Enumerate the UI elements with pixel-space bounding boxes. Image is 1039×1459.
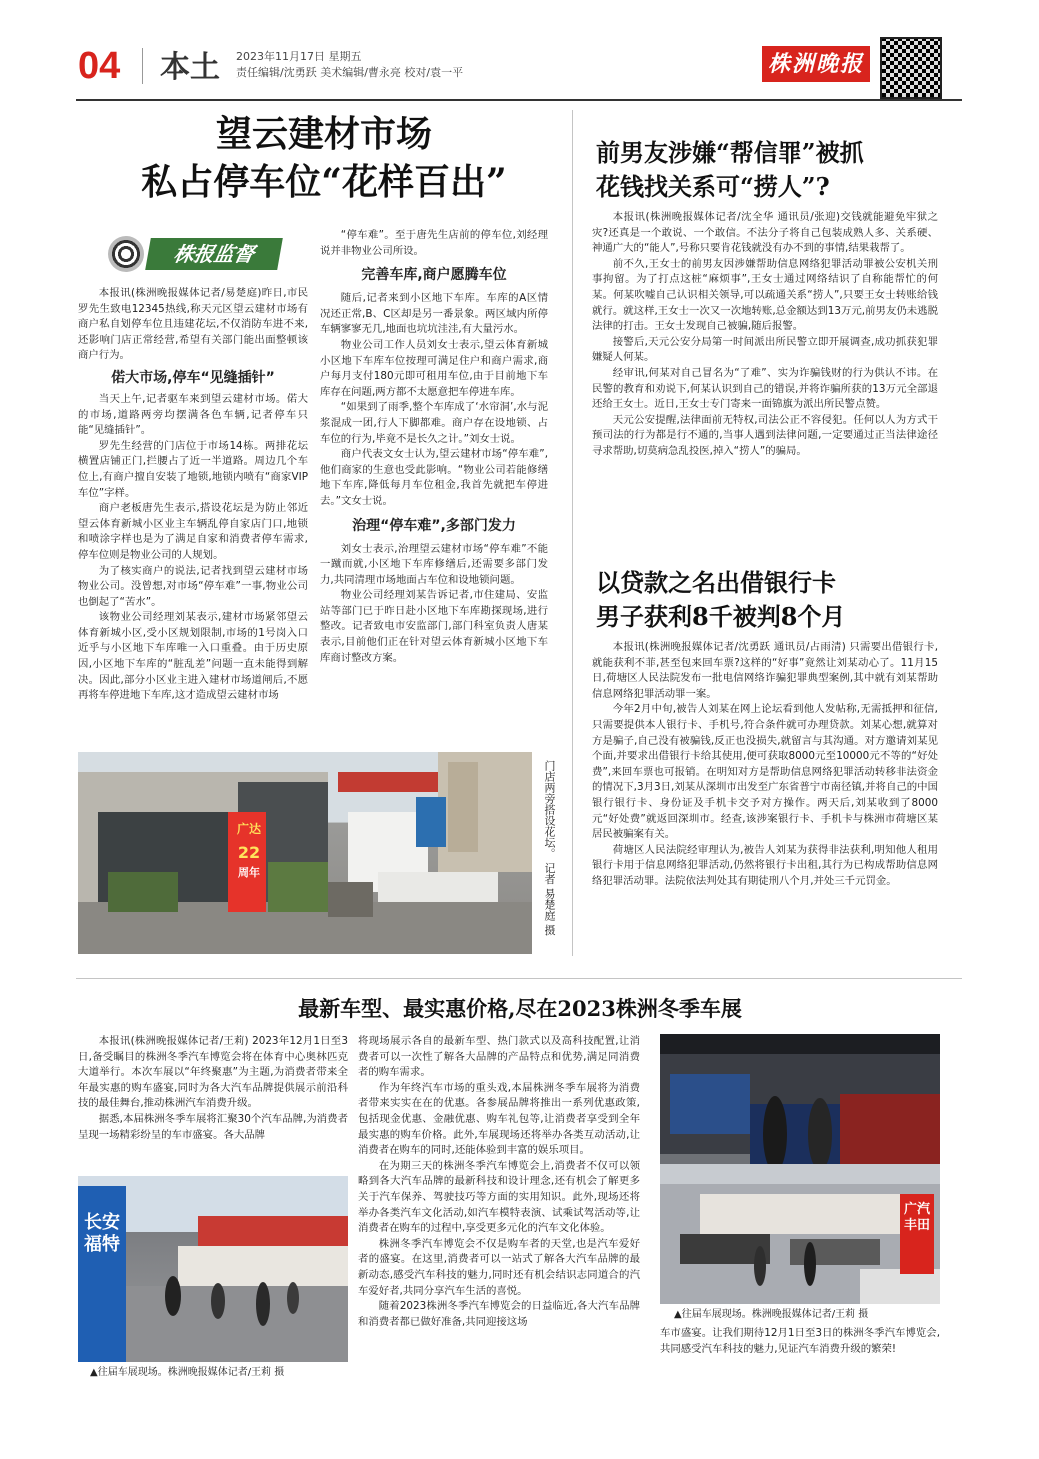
header-date: 2023年11月17日 星期五 (236, 50, 362, 63)
article1-paragraph: 为了核实商户的说法,记者找到望云建材市场物业公司。没曾想,对市场“停车难”一事,物业公司也倒起了“苦水”。 (78, 564, 308, 608)
storefront-sign-number: 22 (237, 843, 261, 862)
header-rule (76, 99, 962, 101)
article1-paragraph: 当天上午,记者驱车来到望云建材市场。偌大的市场,道路两旁均摆满各色车辆,记者停车只能“见缝插针”。 (78, 392, 308, 437)
qr-code-icon[interactable] (880, 37, 942, 99)
article2-paragraph: 天元公安提醒,法律面前无特权,司法公正不容侵犯。任何以人为方式干预司法的行为都是行不通的,当事人遇到法律问题,一定要通过正当法律途径寻求帮助,切莫病急乱投医,掉入“捞人”的骗局。 (592, 413, 938, 457)
article3-paragraph: 荷塘区人民法院经审理认为,被告人刘某为获得非法获利,明知他人租用银行卡用于信息网络犯罪活动,仍然将银行卡出租,其行为已构成帮助信息网络犯罪活动罪。法院依法判处其有期徒刑八个月,并处三千元罚金。 (592, 843, 938, 887)
badge-label: 株报监督 (145, 238, 283, 270)
car-show-caption-right: ▲往届车展现场。株洲晚报媒体记者/王莉 摄 (674, 1309, 869, 1320)
article4-paragraph: 车市盛宴。让我们期待12月1日至3日的株洲冬季汽车博览会,共同感受汽车科技的魅力,见证汽车消费升级的繁荣! (660, 1327, 940, 1355)
camera-lens-icon (108, 236, 144, 272)
storefront-sign-text: 周年 (238, 866, 260, 879)
article3-paragraph: 今年2月中旬,被告人刘某在网上论坛看到他人发帖称,无需抵押和征信,只需要提供本人银行卡、手机号,符合条件就可办理贷款。刘某心想,就算对方是骗子,自己没有被骗钱,反正也没损失,就留言与其沟通。对方邀请刘某见个面,并要求出借银行卡给其使用,便可获取8000元至10000元不等的“好处费”,来回车票也可报销。在明知对方是帮助信息网络犯罪活动转移非法资金的情况下,3月3日,刘某从深圳市出发至广东省普宁市南径镇,并将自己的中国银行银行卡、身份证及手机卡交予对方操作。两天后,刘某收到了8000元“好处费”就返回深圳市。经查,该涉案银行卡、手机卡与株洲市荷塘区某居民被骗案有关。 (592, 703, 938, 841)
supervision-badge (108, 236, 280, 272)
car-show-photo-left-drawing (78, 1176, 348, 1362)
car-show-photo-left (78, 1176, 348, 1362)
article4-paragraph: 本报讯(株洲晚报媒体记者/王莉) 2023年12月1日至3日,备受瞩目的株洲冬季汽车博览会将在体育中心奥林匹克大道举行。本次车展以“年终聚惠”为主题,为消费者带来全年最实惠的购车盛宴,同时为各大汽车品牌提供展示前沿科技的最佳舞台,推动株洲汽车消费升级。 (78, 1035, 348, 1110)
car-show-photo-right (660, 1034, 940, 1304)
article4-column-3 (660, 1326, 940, 1406)
storefront-photo-drawing (78, 752, 532, 954)
article4-paragraph: 将现场展示各自的最新车型、热门款式以及高科技配置,让消费者可以一次性了解各大品牌的产品特点和优势,满足同消费者的购车需求。 (358, 1035, 640, 1079)
storefront-sign: 广达 (236, 822, 261, 836)
newspaper-logo: 株洲晚报 (762, 46, 870, 82)
article1-paragraph: 罗先生经营的门店位于市场14栋。两排花坛横置店铺正门,拦腰占了近一半道路。周边几个车位上,有商户擅自安装了地锁,地锁内喷有“商家VIP车位”字样。 (78, 439, 308, 499)
article1-column-1 (78, 286, 308, 748)
article3-body (592, 640, 938, 958)
article1-paragraph: 刘女士表示,治理望云建材市场“停车难”不能一蹴而就,小区地下车库修缮后,还需要多部门发力,共同清理市场地面占车位和设地锁问题。 (320, 542, 548, 586)
section-title: 本土 (160, 50, 220, 85)
article1-paragraph: 商户老板唐先生表示,搭设花坛是为防止邻近望云体育新城小区业主车辆乱停自家店门口,地锁和喷涂字样也是为了满足自家和消费者停车需求,停车位则是物业公司的人规划。 (78, 502, 308, 561)
article1-title-line1: 望云建材市场 (215, 113, 432, 155)
article2-title-line1: 前男友涉嫌“帮信罪”被抓 (596, 138, 864, 167)
car-show-photo-right-drawing (660, 1034, 940, 1304)
article1-paragraph: 商户代表文女士认为,望云建材市场“停车难”,他们商家的生意也受此影响。“物业公司若能修缮地下车库,降低每月车位租金,我首先就把车停进去。”文女士说。 (320, 448, 548, 507)
article2-paragraph: 前不久,王女士的前男友因涉嫌帮助信息网络犯罪活动罪被公安机关刑事拘留。为了打点这桩“麻烦事”,王女士通过网络结识了自称能帮忙的何某。何某吹嘘自己认识相关领导,可以疏通关系“捞人”,只要王女士转账给钱就行。就这样,王女士一次又一次地转账,总金额达到13万元,前男友仍未逃脱法律的打击。王女士发现自己被骗,随后报警。 (592, 257, 938, 333)
header-editors: 责任编辑/沈勇跃 美术编辑/曹永亮 校对/袁一平 (236, 66, 464, 79)
article2-paragraph: 本报讯(株洲晚报媒体记者/沈全华 通讯员/张迎)交钱就能避免牢狱之灾?还真是一个敢说、一个敢信。不法分子将自己包装成熟人多、关系硬、神通广大的“能人”,号称只要肯花钱就没有办不到的事情,结果栽帮了。 (592, 211, 938, 255)
article1-paragraph: “如果到了雨季,整个车库成了‘水帘洞’,水与泥浆混成一团,行人下脚都难。商户存在设地锁、占车位的行为,毕竟不是长久之计。”刘女士说。 (320, 401, 548, 445)
article1-intro: 本报讯(株洲晚报媒体记者/易楚庭)昨日,市民罗先生致电12345热线,称天元区望云建材市场有商户私自划停车位且违建花坛,不仅消防车进不来,还影响门店正常经营,希望有关部门能出面整顿该商户行为。 (78, 287, 308, 362)
header-divider (142, 48, 143, 84)
article4-title: 最新车型、最实惠价格,尽在2023株洲冬季车展 (298, 996, 742, 1021)
storefront-photo-caption: 门店两旁搭设花坛。 记者 易楚庭 摄 (543, 760, 556, 936)
article4-paragraph: 作为年终汽车市场的重头戏,本届株洲冬季车展将为消费者带来实实在在的优惠。各参展品牌将推出一系列优惠政策,包括现金优惠、金融优惠、购车礼包等,让消费者享受到全年最实惠的购车价格。此外,车展现场还将举办各类互动活动,让消费者在购车的同时,还能体验到丰富的娱乐项目。 (358, 1081, 640, 1157)
article1-paragraph: 该物业公司经理刘某表示,建材市场紧邻望云体育新城小区,受小区规划限制,市场的1号岗入口近乎与小区地下车库唯一入口重叠。由于历史原因,小区地下车库的“脏乱差”问题一直未能得到解决。因此,部分小区业主进入建材市场道闸后,不愿再将车停进地下车库,这才造成望云建材市场 (78, 611, 308, 702)
article1-paragraph: 物业公司经理刘某告诉记者,市住建局、安监站等部门已于昨日赴小区地下车库勘探现场,进行整改。记者致电市安监部门,部门科室负责人唐某表示,目前他们正在针对望云体育新城小区地下车库商讨整改方案。 (320, 589, 548, 664)
article4-paragraph: 据悉,本届株洲冬季车展将汇聚30个汽车品牌,为消费者呈现一场精彩纷呈的车市盛宴。各大品牌 (78, 1112, 348, 1141)
article4-column-1 (78, 1034, 348, 1168)
article3-title-line1: 以贷款之名出借银行卡 (596, 568, 836, 597)
page-number: 04 (78, 45, 121, 87)
storefront-photo (78, 752, 532, 954)
article1-subhead-3: 治理“停车难”,多部门发力 (352, 517, 516, 534)
article4-paragraph: 在为期三天的株洲冬季汽车博览会上,消费者不仅可以领略到各大汽车品牌的最新科技和设计理念,还有机会了解更多关于汽车保养、驾驶技巧等方面的实用知识。此外,现场还将举办各类汽车文化活动,如汽车模特表演、试乘试驾活动等,让消费者在购车的过程中,享受更多元化的汽车文化体验。 (358, 1159, 640, 1235)
article1-title-line2: 私占停车位“花样百出” (141, 161, 507, 203)
article1-paragraph: “停车难”。至于唐先生店前的停车位,刘经理说并非物业公司所设。 (320, 229, 548, 257)
article2-paragraph: 经审讯,何某对自己冒名为“了难”、实为诈骗钱财的行为供认不讳。在民警的教育和劝说下,何某认识到自己的错误,并将诈骗所获的13万元全部退还给王女士。近日,王女士专门寄来一面锦旗为派出所民警点赞。 (592, 366, 938, 411)
section-separator (76, 978, 962, 979)
article4-paragraph: 株洲冬季汽车博览会不仅是购车者的天堂,也是汽车爱好者的盛宴。在这里,消费者可以一站式了解各大汽车品牌的最新动态,感受汽车科技的魅力,同时还有机会结识志同道合的汽车爱好者,共同分享汽车生活的喜悦。 (358, 1237, 640, 1297)
article3-title-line2: 男子获利8千被判8个月 (596, 602, 846, 631)
article4-column-2 (358, 1034, 640, 1424)
brand-banner-gac-toyota: 广汽丰田 (903, 1202, 930, 1233)
article1-column-2 (320, 228, 548, 748)
article1-paragraph: 物业公司工作人员刘女士表示,望云体育新城小区地下车库车位按理可满足住户和商户需求,商户每月支付180元即可租用车位,由于目前地下车库存在问题,两方都不太愿意把车停进车库。 (320, 338, 548, 398)
column-divider (572, 110, 573, 956)
article4-paragraph: 随着2023株洲冬季汽车博览会的日益临近,各大汽车品牌和消费者都已做好准备,共同迎接这场 (358, 1300, 640, 1328)
article1-subhead-1: 偌大市场,停车“见缝插针” (111, 369, 275, 386)
article3-paragraph: 本报讯(株洲晚报媒体记者/沈勇跃 通讯员/占雨清) 只需要出借银行卡,就能获利不菲,甚至包来回车票?这样的“好事”竟然让刘某动心了。11月15日,荷塘区人民法院发布一批电信网络诈骗犯罪典型案例,其中就有刘某帮助信息网络犯罪活动罪一案。 (592, 641, 938, 700)
article1-paragraph: 随后,记者来到小区地下车库。车库的A区情况还正常,B、C区却是另一番景象。两区域内所停车辆寥寥无几,地面也坑坑洼洼,有大量污水。 (320, 292, 548, 336)
article2-paragraph: 接警后,天元公安分局第一时间派出所民警立即开展调查,成功抓获犯罪嫌疑人何某。 (592, 335, 938, 364)
car-show-caption-left: ▲往届车展现场。株洲晚报媒体记者/王莉 摄 (90, 1367, 285, 1378)
article2-title-line2: 花钱找关系可“捞人”? (596, 172, 830, 201)
article1-subhead-2: 完善车库,商户愿腾车位 (361, 267, 507, 284)
brand-banner-changan-ford: 长安福特 (84, 1212, 120, 1255)
article2-body (592, 210, 938, 556)
